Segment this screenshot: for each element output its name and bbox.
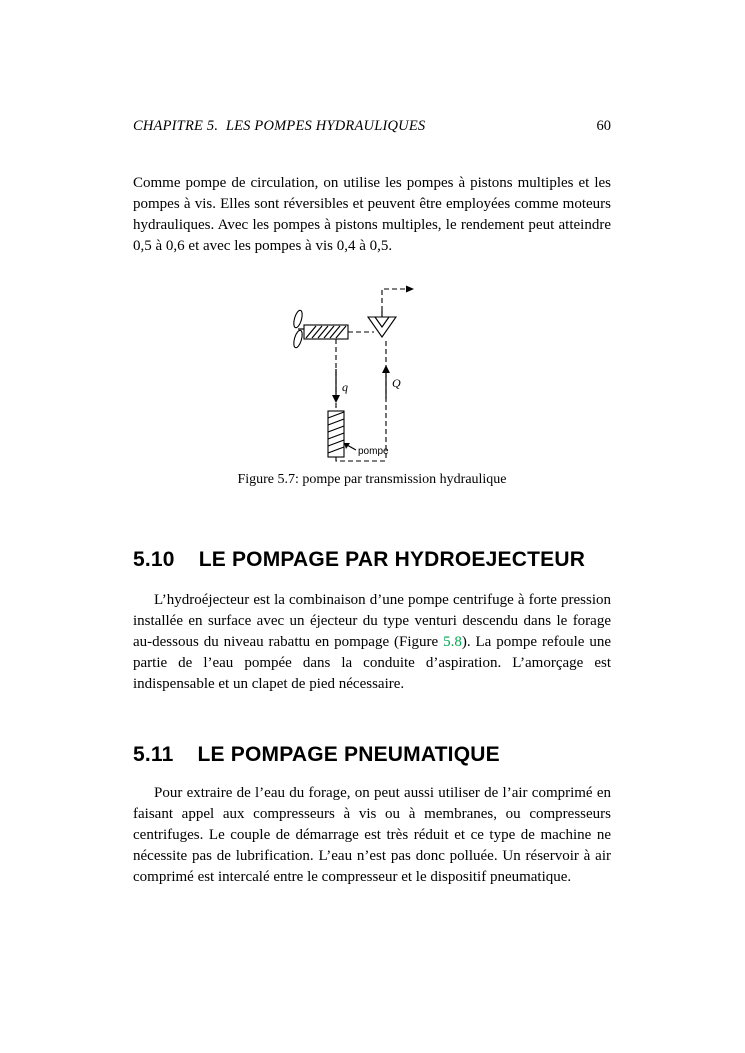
discharge-dashed-line bbox=[382, 289, 406, 311]
section-title: LE POMPAGE PNEUMATIQUE bbox=[197, 743, 500, 766]
discharge-arrowhead bbox=[406, 286, 414, 293]
page-number: 60 bbox=[596, 118, 611, 134]
section-heading-5-11 bbox=[133, 742, 611, 768]
flow-arrow-q-down bbox=[332, 369, 340, 403]
section-number: 5.11 bbox=[133, 743, 174, 766]
pompe-pointer bbox=[344, 443, 356, 450]
section-number: 5.10 bbox=[133, 548, 175, 571]
figure-5-8-reference-link[interactable]: 5.8 bbox=[443, 634, 462, 650]
figure-caption: Figure 5.7: pompe par transmission hydraulique bbox=[237, 472, 507, 487]
propeller-icon bbox=[292, 309, 304, 348]
flow-arrow-Q-up bbox=[382, 365, 390, 399]
section-heading-5-10 bbox=[133, 547, 611, 573]
figure-diagram-hydraulic-transmission bbox=[286, 279, 426, 464]
pompe-label: pompe bbox=[358, 446, 389, 457]
paragraph-circulation-pumps: Comme pompe de circulation, on utilise les pompes à pistons multiples et les pompes à vis. Elles sont réversibles et peuvent être employées comme moteurs hydrauliques. Avec les pompes à pistons multiples, le rendement peut atteindre 0,5 à 0,6 et avec les pompes à vis 0,4 à 0,5. bbox=[133, 175, 611, 254]
paragraph-pneumatique: Pour extraire de l’eau du forage, on peut aussi utiliser de l’air comprimé en faisant appel aux compresseurs à vis ou à membranes, ou compresseurs centrifuges. Le couple de démarrage est très réduit et ce type de machine ne nécessite pas de lubrification. L’eau n’est pas donc polluée. Un réservoir à air comprimé est intercalé entre le compresseur et le dispositif pneumatique. bbox=[133, 785, 611, 885]
figure-5-7 bbox=[133, 279, 611, 489]
motor-symbol bbox=[304, 325, 348, 339]
bottom-dashed-line bbox=[336, 457, 386, 461]
flow-label-q: q bbox=[342, 380, 348, 394]
section-title: LE POMPAGE PAR HYDROEJECTEUR bbox=[198, 548, 586, 571]
chapter-header-text: CHAPITRE 5. LES POMPES HYDRAULIQUES bbox=[133, 118, 426, 134]
flow-label-Q: Q bbox=[392, 376, 401, 390]
paragraph-hydroejecteur-before: L’hydroéjecteur est la combinaison d’une pompe centrifuge à forte pression installée en surface avec un éjecteur du type venturi descendu dans le forage au-dessous du niveau rabattu en pompage (Figure bbox=[133, 592, 611, 650]
running-header bbox=[133, 118, 611, 135]
paragraph-hydroejecteur-after: ). La pompe refoule une partie de l’eau pompée dans la conduite d’aspiration. L’amorçage est indispensable et un clapet de pied nécessaire. bbox=[133, 634, 611, 692]
pump-symbol bbox=[328, 411, 344, 457]
paragraph-hydroejecteur bbox=[133, 590, 611, 695]
ejector-valve-symbol bbox=[368, 311, 396, 337]
